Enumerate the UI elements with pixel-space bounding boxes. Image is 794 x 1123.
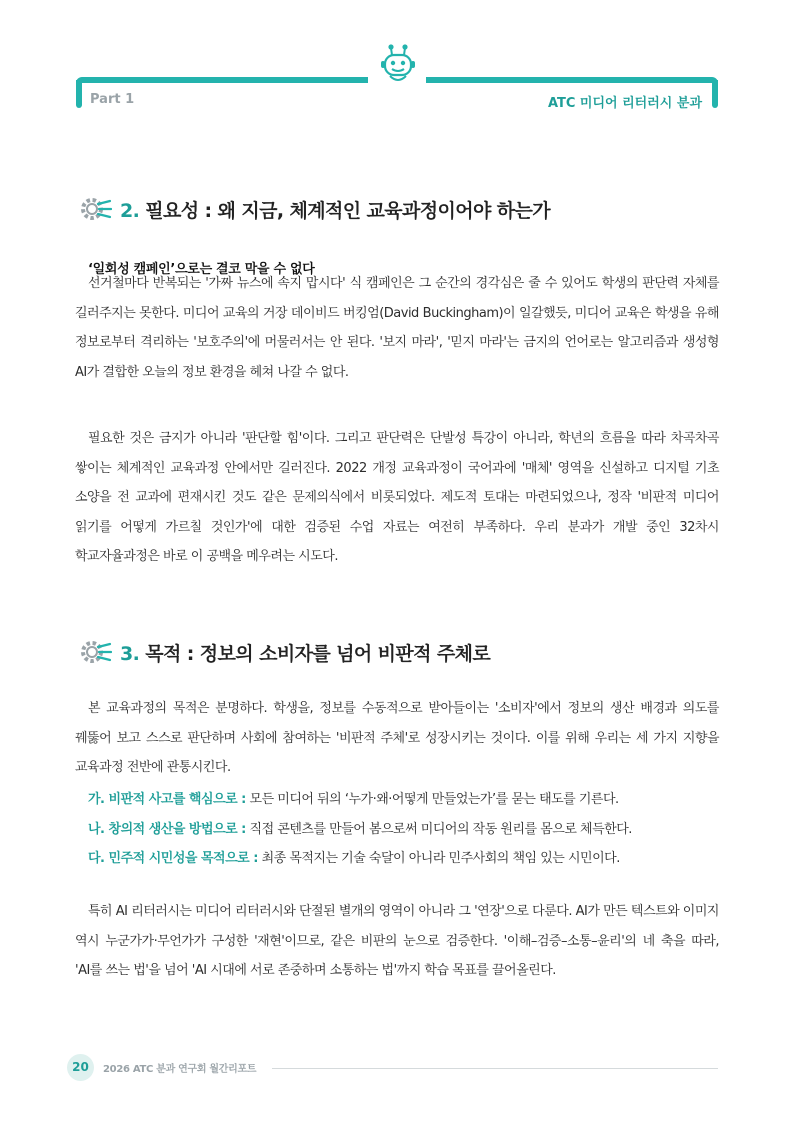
bullet-label: 다. 민주적 시민성을 목적으로 :: [88, 851, 258, 866]
bullet-text: 모든 미디어 뒤의 ‘누가·왜·어떻게 만들었는가’를 묻는 태도를 기른다.: [245, 792, 619, 807]
bullet-item: [88, 818, 632, 837]
bullet-label: 나. 창의적 생산을 방법으로 :: [88, 822, 246, 837]
bullet-item: [88, 847, 620, 866]
publication-title: 2026 ATC 분과 연구회 월간리포트: [103, 1064, 257, 1075]
footer-rule: [272, 1068, 718, 1069]
robot-icon: [378, 43, 418, 87]
bullet-label: 가. 비판적 사고를 핵심으로 :: [88, 792, 246, 807]
section-3-number: 3.: [120, 642, 140, 665]
gear-icon: [78, 637, 112, 667]
header-rule-right: [426, 77, 718, 83]
section-3-paragraph-1: 본 교육과정의 목적은 분명하다. 학생을, 정보를 수동적으로 받아들이는 '소비자'에서 정보의 생산 배경과 의도를 꿰뚫어 보고 스스로 판단하며 사회에 참여하는 '비판적 주체'로 성장시키는 것이다. 이를 위해 우리는 세 가지 지향을 교육과정 전반에 관통시킨다.: [75, 701, 719, 775]
section-3-title: [120, 639, 490, 666]
section-2-title-text: 필요성 : 왜 지금, 체계적인 교육과정이어야 하는가: [145, 199, 551, 222]
section-2-number: 2.: [120, 199, 140, 222]
section-2-paragraph-2: 필요한 것은 금지가 아니라 '판단할 힘'이다. 그리고 판단력은 단발성 특강이 아니라, 학년의 흐름을 따라 차곡차곡 쌓이는 체계적인 교육과정 안에서만 길러진다. 2022 개정 교육과정이 국어과에 '매체' 영역을 신설하고 디지털 기초 소양을 전 교과에 편재시킨 것도 같은 문제의식에서 비롯되었다. 제도적 토대는 마련되었으나, 정작 '비판적 미디어 읽기를 어떻게 가르칠 것인가'에 대한 검증된 수업 자료는 여전히 부족하다. 우리 분과가 개발 중인 32차시 학교자율과정은 바로 이 공백을 메우려는 시도다.: [75, 431, 719, 564]
bullet-text: 직접 콘텐츠를 만들어 봄으로써 미디어의 작동 원리를 몸으로 체득한다.: [245, 822, 632, 837]
section-3-title-text: 목적 : 정보의 소비자를 넘어 비판적 주체로: [145, 642, 491, 665]
section-3-paragraph-2: 특히 AI 리터러시는 미디어 리터러시와 단절된 별개의 영역이 아니라 그 '연장'으로 다룬다. AI가 만든 텍스트와 이미지 역시 누군가가·무언가가 구성한 '재현'이므로, 같은 비판의 눈으로 검증한다. '이해–검증–소통–윤리'의 네 축을 따라, 'AI를 쓰는 법'을 넘어 'AI 시대에 서로 존중하며 소통하는 법'까지 학습 목표를 끌어올린다.: [75, 904, 719, 978]
section-2-paragraph-1: 선거철마다 반복되는 '가짜 뉴스에 속지 맙시다' 식 캠페인은 그 순간의 경각심은 줄 수 있어도 학생의 판단력 자체를 길러주지는 못한다. 미디어 교육의 거장 데이비드 버킹엄(David Buckingham)이 일갈했듯, 미디어 교육은 학생을 유해 정보로부터 격리하는 '보호주의'에 머물러서는 안 된다. '보지 마라', '믿지 마라'는 금지의 언어로는 알고리즘과 생성형 AI가 결합한 오늘의 정보 환경을 헤쳐 나갈 수 없다.: [75, 276, 719, 380]
bullet-text: 최종 목적지는 기술 숙달이 아니라 민주사회의 책임 있는 시민이다.: [257, 851, 620, 866]
gear-icon: [78, 194, 112, 224]
section-2-title: [120, 196, 550, 223]
header-rule-left: [76, 77, 368, 83]
header-bracket-right: [712, 80, 718, 108]
part-label: Part 1: [90, 92, 135, 107]
page-number: 20: [67, 1054, 94, 1081]
section-3-heading: [78, 637, 490, 667]
department-label: ATC 미디어 리터러시 분과: [547, 96, 702, 111]
bullet-item: [88, 788, 619, 807]
section-2-heading: [78, 194, 550, 224]
section-2-subheading: ‘일회성 캠페인’으로는 결코 막을 수 없다: [88, 262, 315, 277]
header-bracket-left: [76, 80, 82, 108]
